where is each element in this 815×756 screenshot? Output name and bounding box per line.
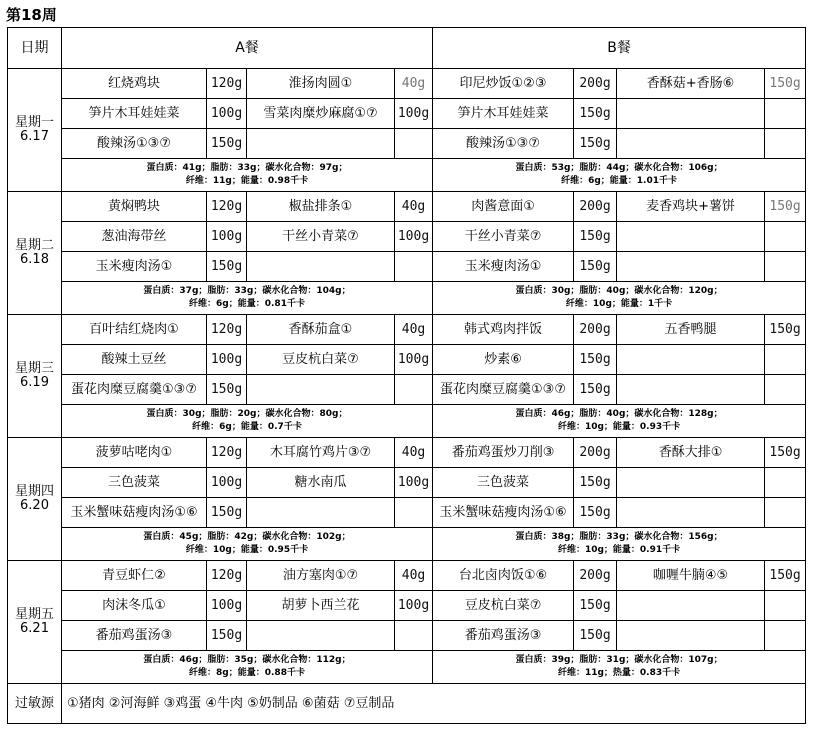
dish-name: 笋片木耳娃娃菜	[62, 99, 207, 129]
dish-weight: 150g	[574, 222, 617, 252]
dish-weight: 100g	[207, 468, 247, 498]
menu-row	[8, 222, 806, 252]
nutrition-line: 蛋白质：45g；脂肪：42g；碳水化合物：102g；	[143, 532, 351, 542]
dish-name: 黄焖鸭块	[62, 192, 207, 222]
dish-weight: 120g	[207, 69, 247, 99]
dish-name	[617, 345, 765, 375]
nutrition-line: 纤维：6g；能量：0.7千卡	[192, 422, 302, 432]
dish-name: 酸辣土豆丝	[62, 345, 207, 375]
dish-name: 菠萝咕咾肉①	[62, 438, 207, 468]
dish-weight: 200g	[574, 438, 617, 468]
menu-row	[8, 621, 806, 651]
nutrition-a	[62, 159, 433, 192]
nutrition-line: 蛋白质：39g；脂肪：31g；碳水化合物：107g；	[515, 655, 723, 665]
dish-name: 番茄鸡蛋炒刀削③	[433, 438, 574, 468]
nutrition-row	[8, 405, 806, 438]
dish-weight: 150g	[574, 129, 617, 159]
dish-name: 炒素⑥	[433, 345, 574, 375]
dish-weight	[395, 129, 433, 159]
dish-weight: 100g	[395, 468, 433, 498]
menu-row	[8, 375, 806, 405]
dish-name: 台北卤肉饭①⑥	[433, 561, 574, 591]
dish-name: 香酥菇+香肠⑥	[617, 69, 765, 99]
dish-name: 糖水南瓜	[247, 468, 395, 498]
dish-name	[247, 498, 395, 528]
menu-row	[8, 315, 806, 345]
dish-weight	[765, 129, 806, 159]
nutrition-line: 蛋白质：41g；脂肪：33g；碳水化合物：97g；	[146, 163, 348, 173]
day-cell	[8, 69, 62, 192]
day-cell	[8, 561, 62, 684]
dish-name: 木耳腐竹鸡片③⑦	[247, 438, 395, 468]
dish-weight: 150g	[765, 438, 806, 468]
dish-weight: 150g	[574, 252, 617, 282]
dish-name	[617, 591, 765, 621]
nutrition-line: 纤维：10g；能量：0.95千卡	[185, 545, 309, 555]
menu-row	[8, 498, 806, 528]
dish-weight: 150g	[207, 252, 247, 282]
dish-weight	[765, 498, 806, 528]
nutrition-line: 纤维：6g；能量：1.01千卡	[561, 176, 677, 186]
dish-name: 韩式鸡肉拌饭	[433, 315, 574, 345]
dish-weight: 200g	[574, 315, 617, 345]
date-label: 6.18	[20, 252, 49, 267]
menu-row	[8, 69, 806, 99]
dish-weight: 150g	[574, 621, 617, 651]
nutrition-a	[62, 528, 433, 561]
dish-weight: 150g	[574, 498, 617, 528]
nutrition-b	[433, 651, 806, 684]
nutrition-a	[62, 282, 433, 315]
menu-row	[8, 192, 806, 222]
nutrition-line: 蛋白质：30g；脂肪：20g；碳水化合物：80g；	[146, 409, 348, 419]
dish-weight: 100g	[395, 99, 433, 129]
nutrition-row	[8, 159, 806, 192]
weekday-label: 星期五	[14, 607, 54, 622]
dish-name: 油方塞肉①⑦	[247, 561, 395, 591]
nutrition-row	[8, 651, 806, 684]
dish-weight: 150g	[765, 69, 806, 99]
dish-name: 雪菜肉糜炒麻腐①⑦	[247, 99, 395, 129]
menu-row	[8, 252, 806, 282]
dish-weight: 200g	[574, 192, 617, 222]
dish-weight: 150g	[574, 375, 617, 405]
day-cell	[8, 438, 62, 561]
dish-name: 干丝小青菜⑦	[247, 222, 395, 252]
dish-weight: 40g	[395, 192, 433, 222]
dish-weight	[765, 375, 806, 405]
dish-weight: 200g	[574, 69, 617, 99]
dish-weight: 120g	[207, 438, 247, 468]
dish-weight: 100g	[207, 99, 247, 129]
dish-name: 红烧鸡块	[62, 69, 207, 99]
dish-name	[247, 621, 395, 651]
nutrition-row	[8, 528, 806, 561]
nutrition-a	[62, 405, 433, 438]
dish-weight: 150g	[207, 129, 247, 159]
nutrition-a	[62, 651, 433, 684]
allergen-row	[8, 684, 806, 724]
weekday-label: 星期一	[14, 115, 54, 130]
dish-name	[617, 129, 765, 159]
date-label: 6.19	[20, 375, 49, 390]
dish-name	[617, 375, 765, 405]
dish-name	[617, 468, 765, 498]
dish-name: 豆皮杭白菜⑦	[247, 345, 395, 375]
meal-b-header: B餐	[433, 28, 806, 69]
menu-row	[8, 99, 806, 129]
nutrition-line: 纤维：10g；能量：0.93千卡	[557, 422, 681, 432]
dish-weight: 150g	[207, 621, 247, 651]
dish-weight: 100g	[207, 345, 247, 375]
dish-weight: 40g	[395, 438, 433, 468]
dish-name: 淮扬肉圆①	[247, 69, 395, 99]
nutrition-line: 纤维：11g；热量：0.83千卡	[557, 668, 681, 678]
nutrition-b	[433, 282, 806, 315]
dish-name: 三色菠菜	[62, 468, 207, 498]
weekday-label: 星期三	[14, 361, 54, 376]
dish-name	[617, 252, 765, 282]
dish-weight	[395, 252, 433, 282]
dish-name: 肉酱意面①	[433, 192, 574, 222]
menu-row	[8, 438, 806, 468]
nutrition-b	[433, 528, 806, 561]
nutrition-line: 蛋白质：46g；脂肪：35g；碳水化合物：112g；	[143, 655, 351, 665]
dish-name	[247, 129, 395, 159]
dish-name: 印尼炒饭①②③	[433, 69, 574, 99]
dish-weight: 120g	[207, 192, 247, 222]
day-cell	[8, 192, 62, 315]
dish-name: 麦香鸡块+薯饼	[617, 192, 765, 222]
dish-name	[617, 222, 765, 252]
dish-name	[247, 252, 395, 282]
dish-weight	[395, 621, 433, 651]
dish-name: 玉米蟹味菇瘦肉汤①⑥	[62, 498, 207, 528]
nutrition-line: 纤维：11g；能量：0.98千卡	[185, 176, 309, 186]
dish-weight: 200g	[574, 561, 617, 591]
dish-weight: 40g	[395, 561, 433, 591]
weekday-label: 星期四	[14, 484, 54, 499]
nutrition-line: 蛋白质：37g；脂肪：33g；碳水化合物：104g；	[143, 286, 351, 296]
dish-weight	[765, 222, 806, 252]
menu-row	[8, 345, 806, 375]
day-cell	[8, 315, 62, 438]
dish-name: 酸辣汤①③⑦	[433, 129, 574, 159]
dish-weight: 150g	[574, 99, 617, 129]
meal-a-header: A餐	[62, 28, 433, 69]
dish-weight	[765, 591, 806, 621]
dish-weight: 100g	[395, 345, 433, 375]
dish-name: 五香鸭腿	[617, 315, 765, 345]
menu-table	[7, 27, 806, 724]
dish-weight: 150g	[574, 345, 617, 375]
dish-name	[247, 375, 395, 405]
dish-name: 咖喱牛腩④⑤	[617, 561, 765, 591]
dish-name: 豆皮杭白菜⑦	[433, 591, 574, 621]
dish-weight: 100g	[207, 222, 247, 252]
dish-weight	[765, 252, 806, 282]
dish-weight: 100g	[395, 591, 433, 621]
header-row	[8, 28, 806, 69]
dish-name: 干丝小青菜⑦	[433, 222, 574, 252]
dish-weight	[765, 99, 806, 129]
weekday-label: 星期二	[14, 238, 54, 253]
dish-weight: 120g	[207, 315, 247, 345]
nutrition-line: 蛋白质：53g；脂肪：44g；碳水化合物：106g；	[515, 163, 723, 173]
date-label: 6.17	[20, 129, 49, 144]
dish-name: 笋片木耳娃娃菜	[433, 99, 574, 129]
dish-weight: 150g	[765, 561, 806, 591]
dish-name: 玉米瘦肉汤①	[62, 252, 207, 282]
allergen-legend: ①猪肉 ②河海鲜 ③鸡蛋 ④牛肉 ⑤奶制品 ⑥菌菇 ⑦豆制品	[62, 684, 806, 724]
dish-name: 番茄鸡蛋汤③	[433, 621, 574, 651]
allergen-label: 过敏源	[8, 684, 62, 724]
dish-weight: 150g	[765, 192, 806, 222]
nutrition-line: 纤维：10g；能量：0.91千卡	[557, 545, 681, 555]
nutrition-line: 蛋白质：30g；脂肪：40g；碳水化合物：120g；	[515, 286, 723, 296]
nutrition-b	[433, 405, 806, 438]
dish-weight: 150g	[765, 315, 806, 345]
nutrition-b	[433, 159, 806, 192]
dish-name: 玉米瘦肉汤①	[433, 252, 574, 282]
dish-weight	[765, 345, 806, 375]
menu-row	[8, 468, 806, 498]
dish-weight: 150g	[207, 498, 247, 528]
dish-name: 椒盐排条①	[247, 192, 395, 222]
menu-row	[8, 591, 806, 621]
dish-name	[617, 498, 765, 528]
dish-name: 蛋花肉糜豆腐羹①③⑦	[433, 375, 574, 405]
nutrition-line: 蛋白质：46g；脂肪：40g；碳水化合物：128g；	[515, 409, 723, 419]
dish-weight	[395, 375, 433, 405]
dish-weight: 100g	[395, 222, 433, 252]
dish-name: 百叶结红烧肉①	[62, 315, 207, 345]
dish-name: 葱油海带丝	[62, 222, 207, 252]
nutrition-line: 纤维：8g；能量：0.88千卡	[189, 668, 305, 678]
dish-weight	[395, 498, 433, 528]
dish-name: 番茄鸡蛋汤③	[62, 621, 207, 651]
dish-name	[617, 99, 765, 129]
week-title: 第18周	[6, 6, 57, 24]
dish-weight	[765, 621, 806, 651]
nutrition-line: 纤维：6g；能量：0.81千卡	[189, 299, 305, 309]
date-header: 日期	[8, 28, 62, 69]
dish-weight: 100g	[207, 591, 247, 621]
dish-weight: 120g	[207, 561, 247, 591]
menu-row	[8, 129, 806, 159]
dish-weight: 150g	[574, 468, 617, 498]
dish-weight	[765, 468, 806, 498]
dish-name: 玉米蟹味菇瘦肉汤①⑥	[433, 498, 574, 528]
date-label: 6.21	[20, 621, 49, 636]
dish-name: 蛋花肉糜豆腐羹①③⑦	[62, 375, 207, 405]
dish-name: 青豆虾仁②	[62, 561, 207, 591]
dish-name: 胡萝卜西兰花	[247, 591, 395, 621]
dish-name: 三色菠菜	[433, 468, 574, 498]
nutrition-row	[8, 282, 806, 315]
dish-weight: 150g	[207, 375, 247, 405]
nutrition-line: 纤维：10g；能量：1千卡	[565, 299, 673, 309]
dish-name: 酸辣汤①③⑦	[62, 129, 207, 159]
dish-name: 香酥茄盒①	[247, 315, 395, 345]
dish-weight: 40g	[395, 315, 433, 345]
dish-name	[617, 621, 765, 651]
dish-weight: 40g	[395, 69, 433, 99]
nutrition-line: 蛋白质：38g；脂肪：33g；碳水化合物：156g；	[515, 532, 723, 542]
menu-row	[8, 561, 806, 591]
date-label: 6.20	[20, 498, 49, 513]
dish-weight: 150g	[574, 591, 617, 621]
dish-name: 香酥大排①	[617, 438, 765, 468]
dish-name: 肉沫冬瓜①	[62, 591, 207, 621]
